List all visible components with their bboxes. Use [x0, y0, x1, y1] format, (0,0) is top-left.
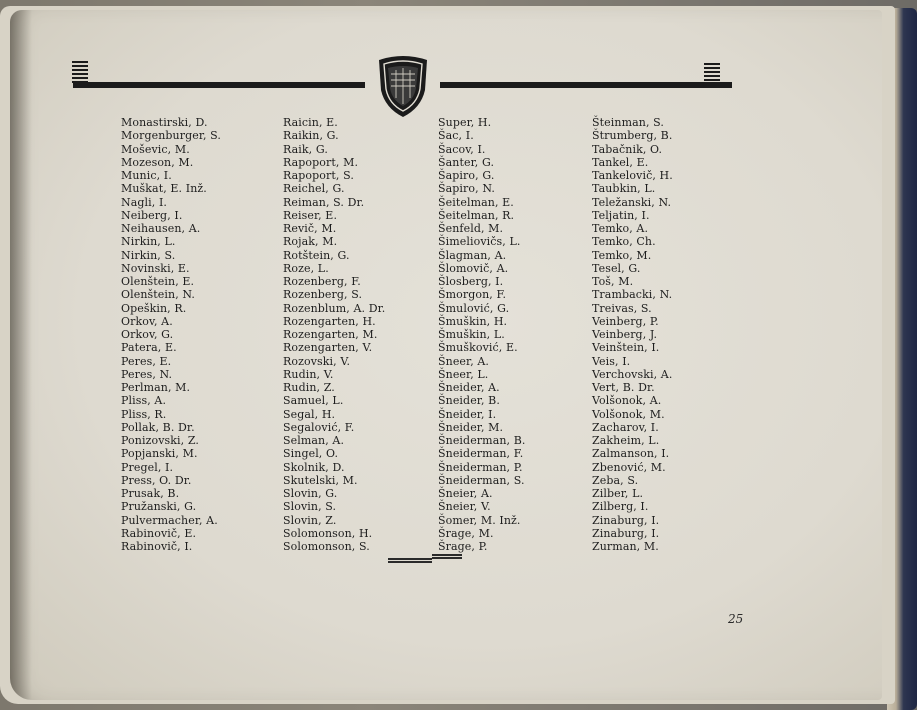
name-entry: Šeitelman, E.	[438, 195, 514, 209]
page-number: 25	[728, 612, 744, 626]
name-entry: Tabačnik, O.	[592, 142, 663, 156]
name-entry: Orkov, G.	[121, 328, 174, 341]
name-entry: Rojak, M.	[283, 235, 338, 249]
name-entry: Pregel, I.	[121, 460, 174, 474]
name-entry: Moševic, M.	[121, 142, 190, 156]
name-entry: Volšonok, M.	[592, 407, 665, 421]
name-entry: Veis, I.	[592, 354, 631, 368]
name-entry: Reichel, G.	[283, 182, 345, 196]
name-entry: Peres, N.	[121, 367, 173, 381]
name-entry: Šmorgon, F.	[438, 288, 507, 302]
name-entry: Šlomovič, A.	[438, 261, 509, 275]
name-entry: Šimeliovičs, L.	[438, 235, 521, 249]
name-entry: Šneiderman, P.	[438, 460, 523, 474]
name-entry: Šmuškin, L.	[438, 328, 505, 341]
name-entry: Nirkin, S.	[121, 248, 176, 262]
name-entry: Šneier, A.	[438, 487, 493, 500]
name-entry: Olenštein, N.	[121, 288, 196, 302]
name-entry: Rozengarten, M.	[283, 328, 378, 341]
name-entry: Singel, O.	[283, 447, 339, 461]
name-entry: Zilber, L.	[592, 487, 644, 500]
name-entry: Rozenberg, S.	[283, 288, 363, 302]
name-entry: Šneider, I.	[438, 407, 497, 421]
name-entry: Pulvermacher, A.	[121, 513, 218, 527]
header-rule-left	[73, 82, 365, 88]
name-entry: Rozengarten, V.	[283, 341, 373, 355]
name-entry: Veinberg, P.	[592, 314, 659, 328]
name-entry: Šrage, P.	[438, 540, 488, 553]
name-entry: Mozeson, M.	[121, 155, 194, 169]
header-rule-right	[440, 82, 732, 88]
name-entry: Rabinovič, E.	[121, 526, 197, 540]
name-entry: Verchovski, A.	[592, 367, 673, 381]
name-entry: Nirkin, L.	[121, 235, 176, 249]
name-entry: Muškat, E. Inž.	[121, 182, 207, 196]
name-entry: Šlosberg, I.	[438, 275, 504, 288]
name-entry: Volšonok, A.	[592, 394, 662, 408]
name-entry: Pollak, B. Dr.	[121, 420, 195, 434]
name-entry: Solomonson, S.	[283, 540, 370, 553]
name-entry: Tankelovič, H.	[592, 169, 673, 182]
name-entry: Segalović, F.	[283, 420, 355, 434]
name-entry: Reiman, S. Dr.	[283, 195, 365, 209]
name-entry: Solomonson, H.	[283, 526, 373, 540]
name-entry: Segal, H.	[283, 407, 336, 421]
name-entry: Neihausen, A.	[121, 222, 201, 235]
name-entry: Šneer, A.	[438, 354, 490, 368]
name-entry: Štrumberg, B.	[592, 129, 673, 143]
name-entry: Teljatin, I.	[592, 208, 650, 222]
name-entry: Zinaburg, I.	[592, 513, 660, 527]
name-entry: Šneider, B.	[438, 394, 500, 408]
name-entry: Šenfeld, M.	[438, 222, 504, 235]
name-entry: Zilberg, I.	[592, 500, 649, 514]
name-entry: Munic, I.	[121, 169, 172, 182]
book-page	[10, 10, 882, 700]
name-entry: Roze, L.	[283, 261, 329, 275]
name-entry: Rozengarten, H.	[283, 314, 376, 328]
name-entry: Skolnik, D.	[283, 460, 345, 474]
name-column-2	[283, 116, 385, 553]
name-entry: Rozenberg, F.	[283, 275, 361, 288]
name-entry: Treivas, S.	[592, 301, 652, 315]
name-entry: Rozovski, V.	[283, 354, 351, 368]
name-entry: Slovin, G.	[283, 487, 338, 500]
name-entry: Rudin, V.	[283, 367, 334, 381]
name-entry: Šlagman, A.	[438, 248, 507, 262]
name-entry: Pliss, R.	[121, 407, 167, 421]
name-entry: Zeba, S.	[592, 473, 639, 487]
name-entry: Veinberg, J.	[592, 328, 658, 341]
name-entry: Šrage, M.	[438, 526, 494, 540]
footer-ornament	[388, 553, 462, 563]
name-entry: Tankel, E.	[592, 155, 649, 169]
name-entry: Nagli, I.	[121, 195, 167, 209]
name-entry: Teležanski, N.	[592, 195, 672, 209]
name-column-1	[121, 116, 221, 553]
name-entry: Popjanski, M.	[121, 447, 198, 461]
name-entry: Šapiro, N.	[438, 182, 495, 196]
name-entry: Rabinovič, I.	[121, 540, 193, 553]
name-entry: Prusak, B.	[121, 487, 180, 500]
name-entry: Šomer, M. Inž.	[438, 513, 521, 527]
name-entry: Temko, M.	[592, 248, 652, 262]
name-entry: Opeškin, R.	[121, 301, 187, 315]
name-entry: Šneider, M.	[438, 420, 504, 434]
name-entry: Pružanski, G.	[121, 500, 197, 514]
name-entry: Šmušković, E.	[438, 341, 518, 355]
name-entry: Šanter, G.	[438, 155, 495, 169]
name-entry: Zakheim, L.	[592, 434, 660, 447]
name-entry: Ponizovski, Z.	[121, 434, 199, 447]
right-ornament-bars	[704, 63, 720, 87]
name-entry: Šneiderman, B.	[438, 434, 526, 447]
name-entry: Šneer, L.	[438, 367, 489, 381]
name-entry: Olenštein, E.	[121, 275, 195, 288]
name-entry: Šmuškin, H.	[438, 314, 508, 328]
name-entry: Šneiderman, F.	[438, 447, 524, 461]
name-entry: Trambacki, N.	[592, 288, 673, 302]
name-entry: Šneider, A.	[438, 381, 500, 394]
name-entry: Morgenburger, S.	[121, 129, 221, 143]
club-emblem-icon	[376, 54, 430, 120]
name-entry: Patera, E.	[121, 341, 177, 355]
name-entry: Reiser, E.	[283, 208, 338, 222]
name-entry: Neiberg, I.	[121, 208, 183, 222]
name-entry: Šneiderman, S.	[438, 473, 525, 487]
name-entry: Rapoport, S.	[283, 169, 354, 182]
name-column-3	[438, 116, 526, 553]
name-entry: Raikin, G.	[283, 129, 339, 143]
name-entry: Raik, G.	[283, 142, 328, 156]
name-column-4	[592, 116, 673, 553]
name-entry: Temko, A.	[592, 222, 649, 235]
name-entry: Orkov, A.	[121, 314, 173, 328]
name-entry: Slovin, S.	[283, 500, 337, 514]
name-entry: Šacov, I.	[438, 142, 486, 156]
name-entry: Šmulović, G.	[438, 301, 510, 315]
name-entry: Samuel, L.	[283, 394, 344, 408]
name-entry: Rudin, Z.	[283, 381, 335, 394]
name-entry: Press, O. Dr.	[121, 473, 192, 487]
name-entry: Raicin, E.	[283, 116, 338, 129]
name-entry: Temko, Ch.	[592, 235, 656, 249]
binding-shadow	[10, 10, 32, 700]
name-entry: Perlman, M.	[121, 381, 191, 394]
name-entry: Šeitelman, R.	[438, 208, 515, 222]
name-entry: Zbenović, M.	[592, 460, 666, 474]
name-entry: Rapoport, M.	[283, 155, 359, 169]
name-entry: Selman, A.	[283, 434, 345, 447]
name-entry: Šapiro, G.	[438, 169, 495, 182]
name-entry: Tesel, G.	[592, 261, 641, 275]
name-entry: Rozenblum, A. Dr.	[283, 301, 386, 315]
name-entry: Zurman, M.	[592, 540, 659, 553]
name-entry: Zinaburg, I.	[592, 526, 660, 540]
name-entry: Šteinman, S.	[592, 116, 664, 129]
name-entry: Revič, M.	[283, 222, 337, 235]
name-entry: Veinštein, I.	[592, 341, 660, 355]
name-entry: Slovin, Z.	[283, 513, 337, 527]
name-entry: Peres, E.	[121, 354, 172, 368]
name-entry: Zalmanson, I.	[592, 447, 670, 461]
name-entry: Zacharov, I.	[592, 420, 659, 434]
name-entry: Super, H.	[438, 116, 492, 129]
name-entry: Skutelski, M.	[283, 473, 358, 487]
name-entry: Monastirski, D.	[121, 116, 208, 129]
name-entry: Toš, M.	[592, 275, 634, 288]
name-entry: Taubkin, L.	[592, 182, 656, 196]
name-entry: Novinski, E.	[121, 261, 190, 275]
name-entry: Vert, B. Dr.	[592, 381, 655, 394]
name-entry: Šac, I.	[438, 129, 474, 143]
name-entry: Šneier, V.	[438, 500, 491, 514]
name-entry: Pliss, A.	[121, 394, 167, 408]
name-entry: Rotštein, G.	[283, 248, 350, 262]
